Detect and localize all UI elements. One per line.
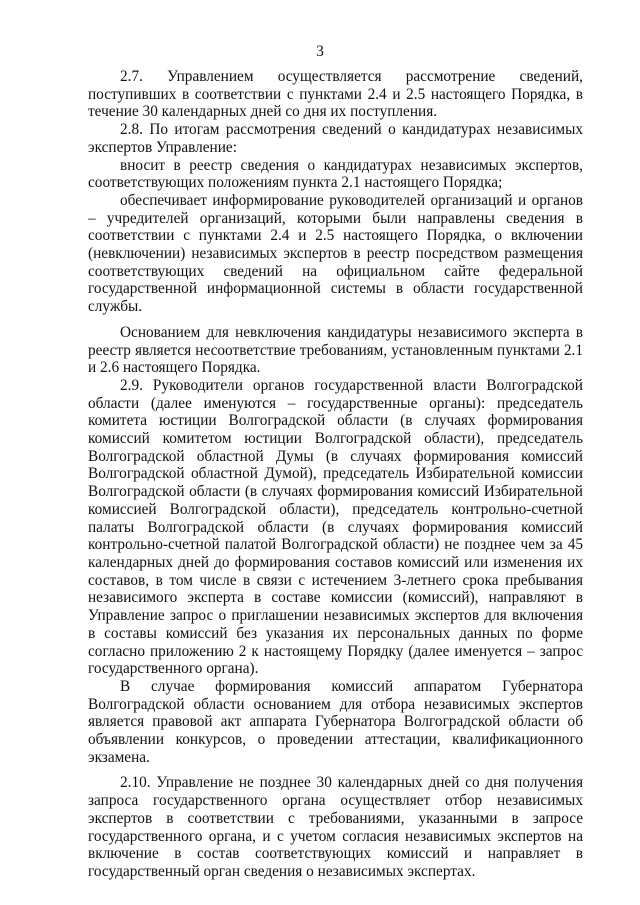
- document-body: [88, 68, 583, 881]
- paragraph-2-10: 2.10. Управление не позднее 30 календарных дней со дня получения запроса государственного органа осуществляет отбор независимых экспертов в соответствии с требованиями, указанными в запросе государственного органа, и с учетом согласия независимых экспертов на включение в состав соответствующих комиссий и направляет в государственный орган сведения о независимых экспертах.: [88, 774, 583, 880]
- paragraph-governor-apparatus: В случае формирования комиссий аппаратом Губернатора Волгоградской области основанием для отбора независимых экспертов является правовой акт аппарата Губернатора Волгоградской области об объявлении конкурсов, о проведении аттестации, квалификационного экзамена.: [88, 677, 583, 766]
- paragraph-2-8-informing: обеспечивает информирование руководителей организаций и органов – учредителей организаций, которыми были направлены сведения в соответствии с пунктами 2.4 и 2.5 настоящего Порядка, о включении (невключении) независимых экспертов в реестр посредством размещения соответствующих сведений на официальном сайте федеральной государственной информационной системы в области государственной службы.: [88, 191, 583, 316]
- paragraph-2-7: 2.7. Управлением осуществляется рассмотрение сведений, поступивших в соответствии с пунктами 2.4 и 2.5 настоящего Порядка, в течение 30 календарных дней со дня их поступления.: [88, 68, 583, 121]
- paragraph-2-8-registry: вносит в реестр сведения о кандидатурах независимых экспертов, соответствующих положениям пункта 2.1 настоящего Порядка;: [88, 156, 583, 192]
- paragraph-2-8: 2.8. По итогам рассмотрения сведений о кандидатурах независимых экспертов Управление:: [88, 121, 583, 156]
- paragraph-non-inclusion-basis: Основанием для невключения кандидатуры независимого эксперта в реестр является несоответствие требованиям, установленным пунктами 2.1 и 2.6 настоящего Порядка.: [88, 323, 583, 377]
- paragraph-2-9: 2.9. Руководители органов государственной власти Волгоградской области (далее именуются – государственные органы): председатель комитета юстиции Волгоградской области (в случаях формирования комиссий комитетом юстиции Волгоградской области), председатель Волгоградской областной Думы (в случаях формирования комиссий Волгоградской областной Думой), председатель Избирательной комиссии Волгоградской области (в случаях формирования комиссий Избирательной комиссией Волгоградской области), председатель контрольно-счетной палаты Волгоградской области (в случаях формирования комиссий контрольно-счетной палатой Волгоградской области) не позднее чем за 45 календарных дней до формирования составов комиссий или изменения их составов, в том числе в связи с истечением 3-летнего срока пребывания независимого эксперта в составе комиссии (комиссий), направляют в Управление запрос о приглашении независимых экспертов для включения в составы комиссий без указания их персональных данных по форме согласно приложению 2 к настоящему Порядку (далее именуется – запрос государственного органа).: [88, 376, 583, 678]
- page-number: 3: [316, 43, 324, 60]
